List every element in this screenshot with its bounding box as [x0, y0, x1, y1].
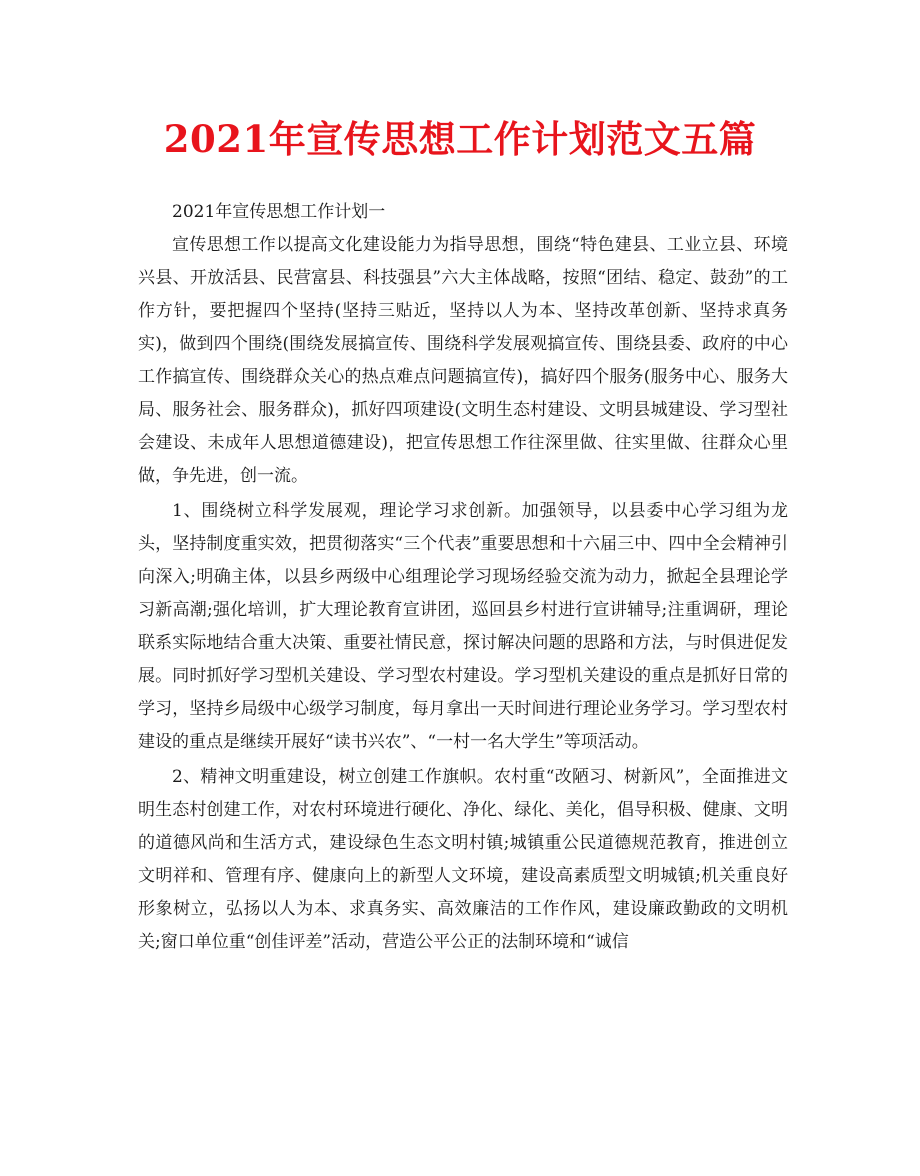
paragraph-2: 2、精神文明重建设，树立创建工作旗帜。农村重“改陋习、树新风”，全面推进文明生态村创建工作，对农村环境进行硬化、净化、绿化、美化，倡导积极、健康、文明的道德风尚和生活方式，建设绿色生态文明村镇;城镇重公民道德规范教育，推进创立文明祥和、管理有序、健康向上的新型人文环境，建设高素质型文明城镇;机关重良好形象树立，弘扬以人为本、求真务实、高效廉洁的工作作风，建设廉政勤政的文明机关;窗口单位重“创佳评差”活动，营造公平公正的法制环境和“诚信	[138, 767, 788, 952]
paragraph-intro: 宣传思想工作以提高文化建设能力为指导思想，围绕“特色建县、工业立县、环境兴县、开放活县、民营富县、科技强县”六大主体战略，按照“团结、稳定、鼓劲”的工作方针，要把握四个坚持(坚持三贴近，坚持以人为本、坚持改革创新、坚持求真务实)，做到四个围绕(围绕发展搞宣传、围绕科学发展观搞宣传、围绕县委、政府的中心工作搞宣传、围绕群众关心的热点难点问题搞宣传)，搞好四个服务(服务中心、服务大局、服务社会、服务群众)，抓好四项建设(文明生态村建设、文明县城建设、学习型社会建设、未成年人思想道德建设)，把宣传思想工作往深里做、往实里做、往群众心里做，争先进，创一流。	[138, 235, 788, 486]
paragraph-1: 1、围绕树立科学发展观，理论学习求创新。加强领导，以县委中心学习组为龙头，坚持制度重实效，把贯彻落实“三个代表”重要思想和十六届三中、四中全会精神引向深入;明确主体，以县乡两级中心组理论学习现场经验交流为动力，掀起全县理论学习新高潮;强化培训，扩大理论教育宣讲团，巡回县乡村进行宣讲辅导;注重调研，理论联系实际地结合重大决策、重要社情民意，探讨解决问题的思路和方法，与时俱进促发展。同时抓好学习型机关建设、学习型农村建设。学习型机关建设的重点是抓好日常的学习，坚持乡局级中心级学习制度，每月拿出一天时间进行理论业务学习。学习型农村建设的重点是继续开展好“读书兴农”、“一村一名大学生”等项活动。	[138, 501, 788, 752]
section-heading: 2021年宣传思想工作计划一	[172, 202, 386, 222]
document-title: 2021年宣传思想工作计划范文五篇	[163, 117, 757, 161]
document-body	[138, 196, 788, 959]
